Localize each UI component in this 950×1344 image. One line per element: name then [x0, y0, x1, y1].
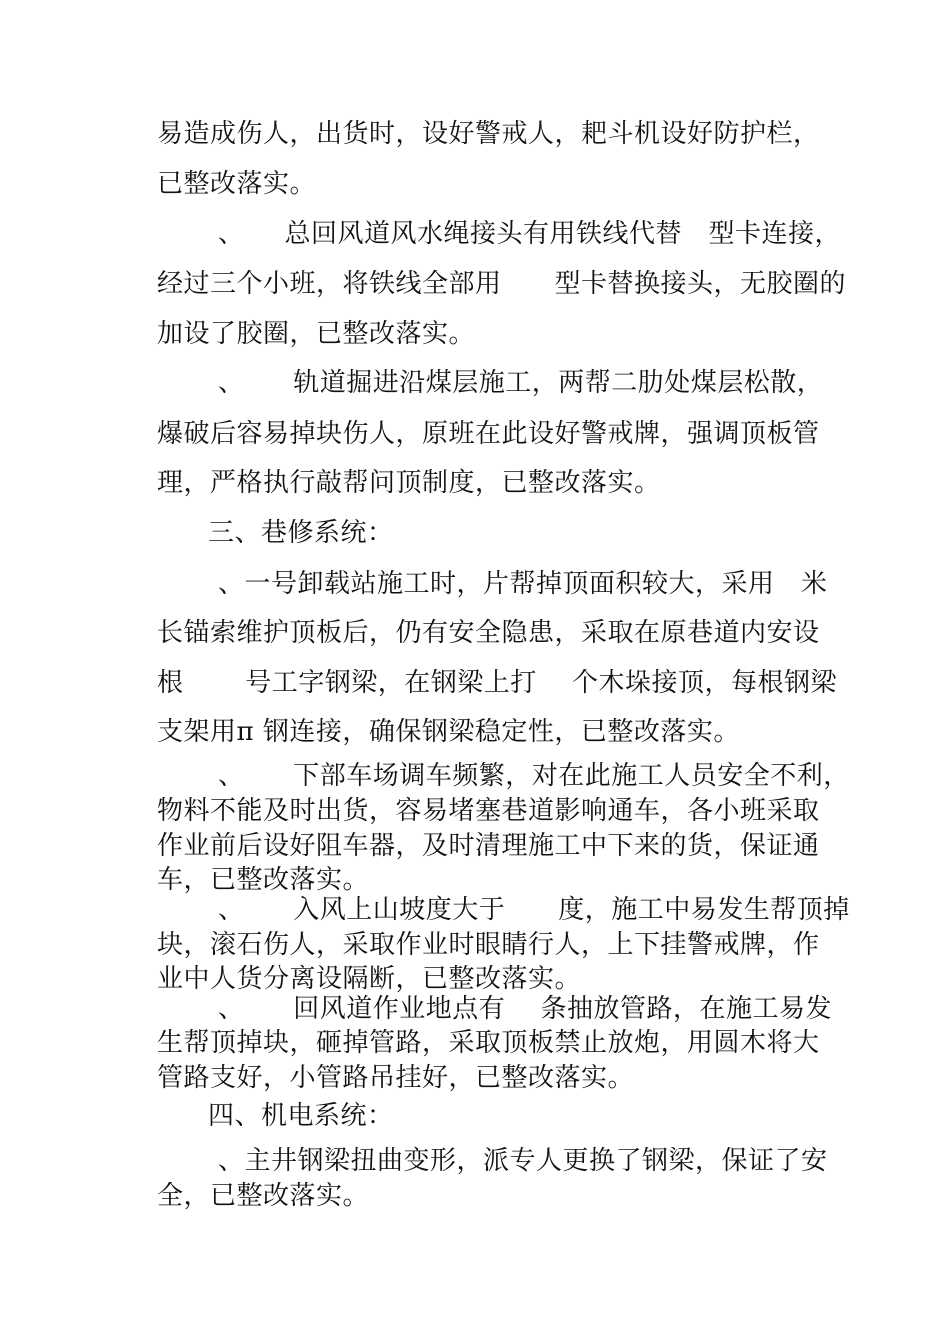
text-line: 块，滚石伤人，采取作业时眼睛行人，上下挂警戒牌，作 [157, 930, 820, 960]
text-line: 易造成伤人，出货时，设好警戒人，耙斗机设好防护栏， [157, 119, 820, 149]
text-line: 已整改落实。 [157, 169, 317, 199]
text-line: 根 号工字钢梁，在钢梁上打 个木垛接顶，每根钢梁 [157, 668, 838, 698]
text-line: 爆破后容易掉块伤人，原班在此设好警戒牌，强调顶板管 [157, 419, 820, 449]
text-line: 生帮顶掉块，砸掉管路，采取顶板禁止放炮，用圆木将大 [157, 1028, 820, 1058]
section-heading: 三、巷修系统： [208, 518, 394, 548]
text-line: 理，严格执行敲帮问顶制度，已整改落实。 [157, 468, 661, 498]
text-line: 、 轨道掘进沿煤层施工，两帮二肋处煤层松散， [218, 368, 824, 398]
text-line: 加设了胶圈，已整改落实。 [157, 319, 476, 349]
text-line: 物料不能及时出货，容易堵塞巷道影响通车，各小班采取 [157, 796, 820, 826]
text-line: 、一号卸载站施工时，片帮掉顶面积较大，采用 米 [218, 569, 828, 599]
text-line: 管路支好，小管路吊挂好，已整改落实。 [157, 1063, 635, 1093]
text-line: 作业前后设好阻车器，及时清理施工中下来的货，保证通 [157, 831, 820, 861]
text-line: 、 入风上山坡度大于 度，施工中易发生帮顶掉 [218, 895, 850, 925]
text-line: 长锚索维护顶板后，仍有安全隐患，采取在原巷道内安设 [157, 618, 820, 648]
text-line: 、 回风道作业地点有 条抽放管路，在施工易发 [218, 994, 833, 1024]
text-line: 车，已整改落实。 [157, 865, 370, 895]
section-heading: 四、机电系统： [208, 1101, 394, 1131]
text-line: 支架用π 钢连接，确保钢梁稳定性，已整改落实。 [157, 717, 740, 747]
text-line: 、 下部车场调车频繁，对在此施工人员安全不利， [218, 761, 850, 791]
text-line: 、 总回风道风水绳接头有用铁线代替 型卡连接， [218, 219, 842, 249]
text-line: 经过三个小班，将铁线全部用 型卡替换接头，无胶圈的 [157, 269, 847, 299]
text-line: 全，已整改落实。 [157, 1181, 370, 1211]
text-line: 、主井钢梁扭曲变形，派专人更换了钢梁，保证了安 [218, 1146, 828, 1176]
text-line: 业中人货分离设隔断，已整改落实。 [157, 964, 582, 994]
